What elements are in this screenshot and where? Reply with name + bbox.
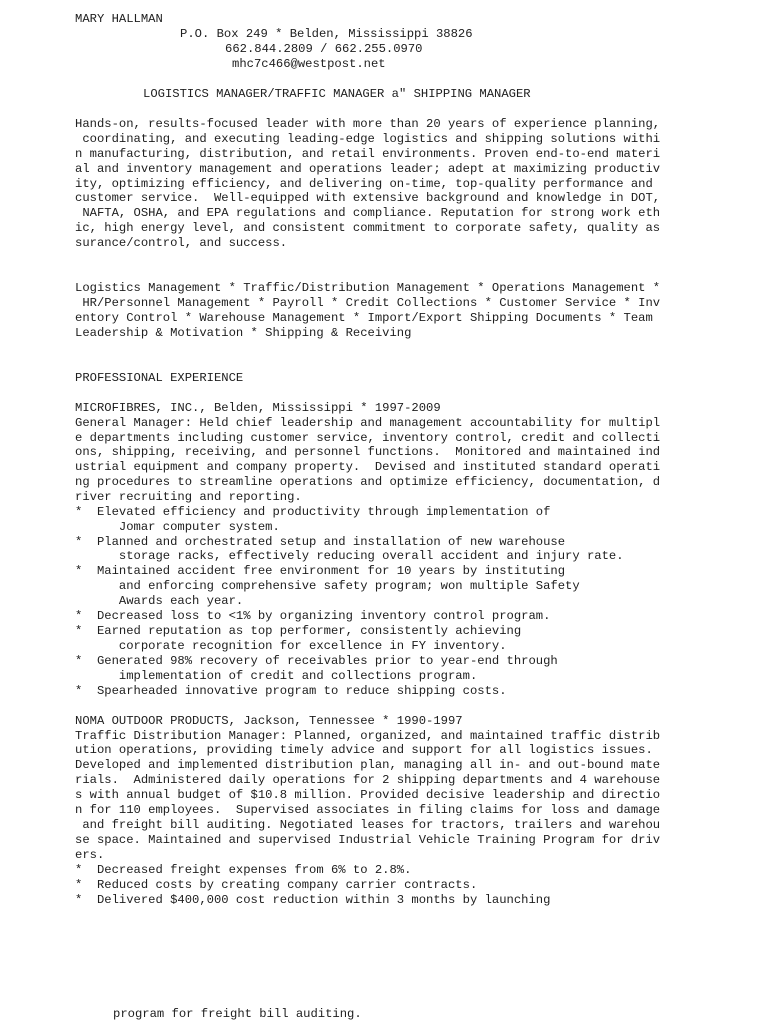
applicant-name: MARY HALLMAN [75, 12, 163, 26]
job-heading: MICROFIBRES, INC., Belden, Mississippi * 1997-2009 [75, 401, 441, 415]
achievement-bullet: * Generated 98% recovery of receivables prior to year-end through [75, 654, 558, 668]
achievement-bullet: * Planned and orchestrated setup and installation of new warehouse [75, 535, 566, 549]
summary-line: ic, high energy level, and consistent commitment to corporate safety, quality as [75, 221, 661, 235]
job-description-line: ons, shipping, receiving, and personnel functions. Monitored and maintained ind [75, 445, 661, 459]
job-description-line: ustrial equipment and company property. Devised and instituted standard operati [75, 460, 661, 474]
achievement-bullet: implementation of credit and collections program. [75, 669, 478, 683]
contact-phones: 662.844.2809 / 662.255.0970 [225, 42, 423, 56]
achievement-bullet: * Reduced costs by creating company carrier contracts. [75, 878, 478, 892]
achievement-bullet: Awards each year. [75, 594, 244, 608]
job-description-line: General Manager: Held chief leadership and management accountability for multipl [75, 416, 661, 430]
summary-line: surance/control, and success. [75, 236, 288, 250]
job-description-line: e departments including customer service, inventory control, credit and collecti [75, 431, 661, 445]
achievement-bullet: * Spearheaded innovative program to reduce shipping costs. [75, 684, 507, 698]
job-description-line: river recruiting and reporting. [75, 490, 302, 504]
job-description-line: ution operations, providing timely advice and support for all logistics issues. [75, 743, 653, 757]
job-description-line: s with annual budget of $10.8 million. Provided decisive leadership and directio [75, 788, 661, 802]
skills-line: Logistics Management * Traffic/Distribution Management * Operations Management * [75, 281, 661, 295]
job-description-line: Traffic Distribution Manager: Planned, organized, and maintained traffic distrib [75, 729, 661, 743]
summary-line: ity, optimizing efficiency, and delivering on-time, top-quality performance and [75, 177, 653, 191]
skills-line: HR/Personnel Management * Payroll * Credit Collections * Customer Service * Inv [75, 296, 661, 310]
skills-line: Leadership & Motivation * Shipping & Receiving [75, 326, 412, 340]
achievement-bullet: corporate recognition for excellence in FY inventory. [75, 639, 507, 653]
summary-line: Hands-on, results-focused leader with more than 20 years of experience planning, [75, 117, 661, 131]
achievement-bullet: * Decreased freight expenses from 6% to 2.8%. [75, 863, 412, 877]
summary-line: customer service. Well-equipped with extensive background and knowledge in DOT, [75, 191, 661, 205]
achievement-bullet: * Delivered $400,000 cost reduction within 3 months by launching [75, 893, 551, 907]
skills-line: entory Control * Warehouse Management * Import/Export Shipping Documents * Team [75, 311, 653, 325]
contact-email: mhc7c466@westpost.net [232, 57, 386, 71]
job-title-line: LOGISTICS MANAGER/TRAFFIC MANAGER a" SHIPPING MANAGER [143, 87, 531, 101]
job-description-line: ng procedures to streamline operations and optimize efficiency, documentation, d [75, 475, 661, 489]
achievement-bullet-continuation: program for freight bill auditing. [113, 1007, 362, 1021]
summary-line: n manufacturing, distribution, and retail environments. Proven end-to-end materi [75, 147, 661, 161]
job-description-line: Developed and implemented distribution plan, managing all in- and out-bound mate [75, 758, 661, 772]
achievement-bullet: * Maintained accident free environment for 10 years by instituting [75, 564, 566, 578]
job-description-line: and freight bill auditing. Negotiated leases for tractors, trailers and warehou [75, 818, 661, 832]
job-description-line: se space. Maintained and supervised Industrial Vehicle Training Program for driv [75, 833, 661, 847]
achievement-bullet: * Elevated efficiency and productivity through implementation of [75, 505, 551, 519]
section-heading: PROFESSIONAL EXPERIENCE [75, 371, 244, 385]
achievement-bullet: Jomar computer system. [75, 520, 280, 534]
job-heading: NOMA OUTDOOR PRODUCTS, Jackson, Tennessee * 1990-1997 [75, 714, 463, 728]
job-description-line: ers. [75, 848, 105, 862]
summary-line: coordinating, and executing leading-edge logistics and shipping solutions withi [75, 132, 661, 146]
achievement-bullet: * Earned reputation as top performer, consistently achieving [75, 624, 522, 638]
summary-line: al and inventory management and operations leader; adept at maximizing productiv [75, 162, 661, 176]
achievement-bullet: * Decreased loss to <1% by organizing inventory control program. [75, 609, 551, 623]
job-description-line: n for 110 employees. Supervised associates in filing claims for loss and damage [75, 803, 661, 817]
summary-line: NAFTA, OSHA, and EPA regulations and compliance. Reputation for strong work eth [75, 206, 661, 220]
achievement-bullet: and enforcing comprehensive safety program; won multiple Safety [75, 579, 580, 593]
contact-address: P.O. Box 249 * Belden, Mississippi 38826 [180, 27, 473, 41]
achievement-bullet: storage racks, effectively reducing overall accident and injury rate. [75, 549, 624, 563]
job-description-line: rials. Administered daily operations for 2 shipping departments and 4 warehouse [75, 773, 661, 787]
